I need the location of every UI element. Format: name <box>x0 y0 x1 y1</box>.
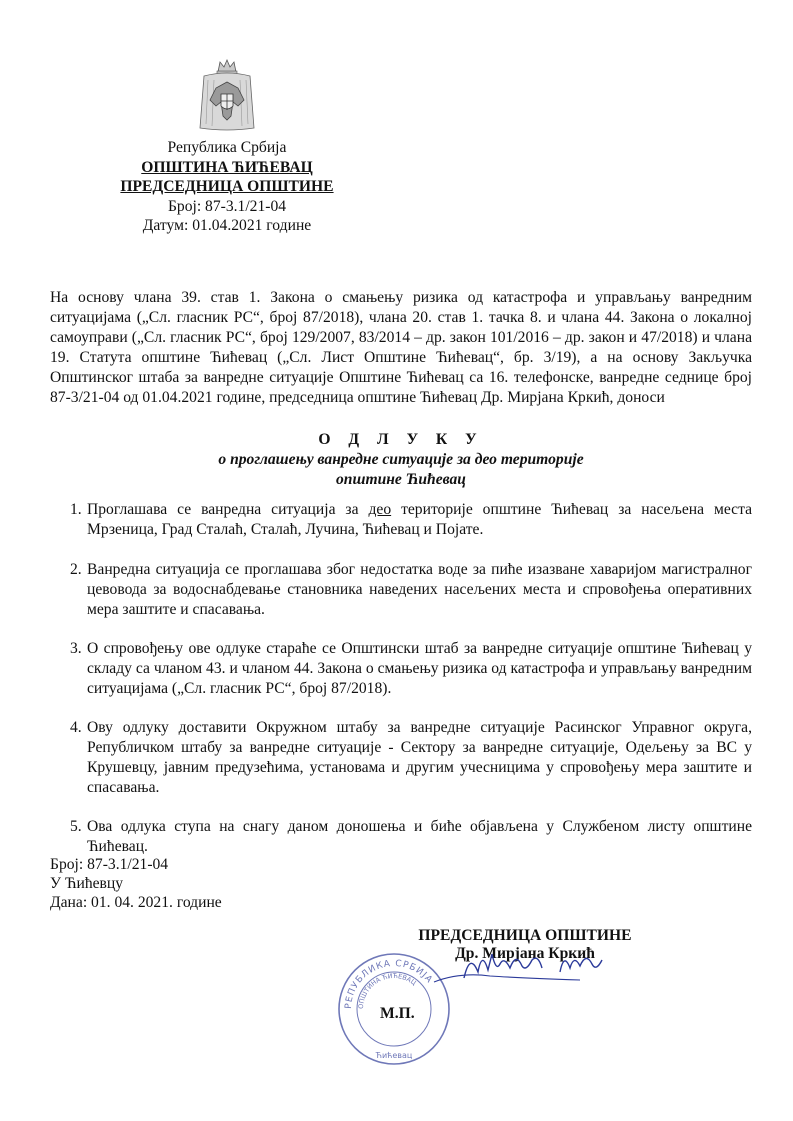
footer-place: У Ћићевцу <box>50 875 124 892</box>
list-item <box>50 718 752 798</box>
stamp-text-inner: ОПШТИНА ЋИЋЕВАЦ <box>356 971 418 1010</box>
document-footer <box>50 855 300 912</box>
decision-items-list <box>50 500 752 857</box>
item-number: 1. <box>70 501 82 518</box>
item-number: 2. <box>70 561 82 578</box>
item-text: Ова одлука ступа на снагу даном доношења и биће објављена у Службеном листу општине Ћићевац. <box>87 818 752 855</box>
stamp-text-top: РЕПУБЛИКА СРБИЈА <box>343 958 435 1010</box>
list-item <box>50 639 752 699</box>
municipality-name: ОПШТИНА ЋИЋЕВАЦ <box>141 158 313 176</box>
item-text-start: Проглашава се ванредна ситуација за <box>87 501 369 518</box>
decision-subtitle-line-1: о проглашењу ванредне ситуације за део територије <box>218 451 584 468</box>
decision-subtitle-line-2: општине Ћићевац <box>336 471 466 488</box>
header-number: Број: 87-3.1/21-04 <box>167 197 287 215</box>
signature-title: ПРЕДСЕДНИЦА ОПШТИНЕ <box>418 927 632 944</box>
list-item <box>50 500 752 540</box>
footer-number: Број: 87-3.1/21-04 <box>50 856 169 873</box>
list-item <box>50 817 752 857</box>
header-date: Датум: 01.04.2021 године <box>142 217 312 234</box>
handwritten-signature-icon <box>430 942 630 990</box>
footer-date: Дана: 01. 04. 2021. године <box>50 894 222 911</box>
item-number: 5. <box>70 818 82 835</box>
item-text-underlined: део <box>368 501 392 518</box>
signature-name: Др. Мирјана Кркић <box>455 945 595 962</box>
list-item <box>50 560 752 620</box>
document-header <box>118 58 336 236</box>
stamp-text-bottom: Ћићевац <box>375 1051 413 1060</box>
serbia-coat-of-arms-icon <box>196 58 258 134</box>
item-text: О спровођењу ове одлуке стараће се Општински штаб за ванредне ситуације општине Ћићевац у складу са чланом 43. и чланом 44. Закона о смањењу ризика од катастрофа и управљању ванредним ситуацијама („Сл. гласник РС“, број 87/2018). <box>87 640 752 697</box>
item-text: Ову одлуку доставити Окружном штабу за ванредне ситуације Расинског Управног округа, Републичком штабу за ванредне ситуације - Сектору за ванредне ситуације, Одељењу за ВС у Крушевцу, јавним предузећима, установама и другим учесницима у спровођењу мера заштите и спасавања. <box>87 719 752 796</box>
stamp-label: М.П. <box>380 1005 415 1022</box>
decision-title-block <box>50 430 752 490</box>
office-name: ПРЕДСЕДНИЦА ОПШТИНЕ <box>120 178 334 195</box>
decision-heading: О Д Л У К У <box>318 431 484 448</box>
republic-name: Република Србија <box>167 139 287 156</box>
item-text-end: територије општине Ћићевац за насељена места Мрзеница, Град Сталаћ, Сталаћ, Лучина, Ћићевац и Појате. <box>87 501 753 538</box>
item-number: 4. <box>70 719 82 736</box>
item-text: Ванредна ситуација се проглашава због недостатка воде за пиће изазване хаваријом магистралног цевовода за водоснабдевање становника наведених насељених места и спровођења оперативних мера заштите и спасавања. <box>87 561 752 618</box>
intro-paragraph: На основу члана 39. став 1. Закона о смањењу ризика од катастрофа и управљању ванредним ситуацијама („Сл. гласник РС“, број 87/2018), члана 20. став 1. тачка 8. и члана 44. Закона о локалној самоуправи („Сл. гласник РС“, број 129/2007, 83/2014 – др. закон 101/2016 – др. закон и 47/2018) и члана 19. Статута општине Ћићевац („Сл. Лист Општине Ћићевац“, бр. 3/19), а на основу Закључка Општинског штаба за ванредне ситуације Општине Ћићевац са 16. телефонске, ванредне седнице број 87-3/21-04 од 01.04.2021 године, председница општине Ћићевац Др. Мирјана Кркић, доноси <box>50 289 752 406</box>
item-number: 3. <box>70 640 82 657</box>
